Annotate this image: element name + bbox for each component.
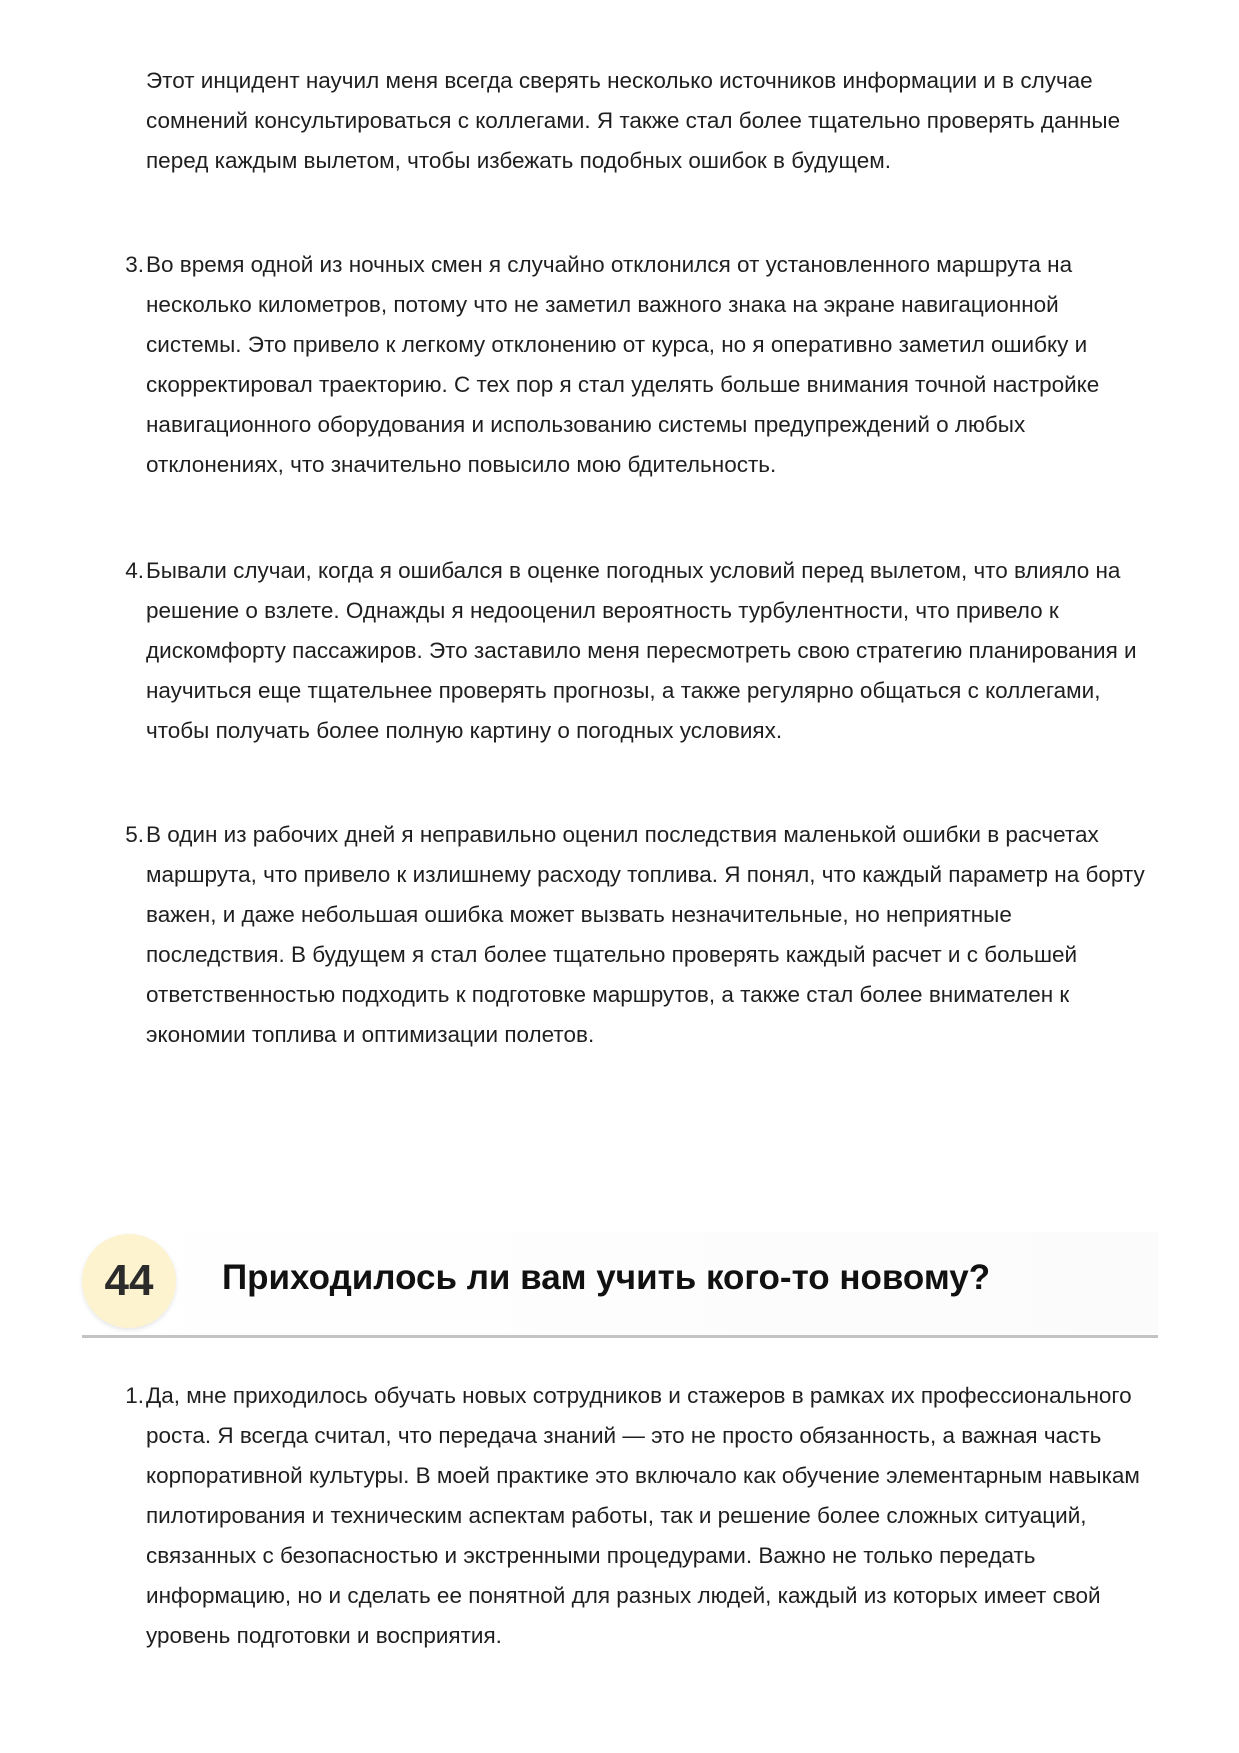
list-item xyxy=(125,245,1156,485)
list-item-text: Да, мне приходилось обучать новых сотрудников и стажеров в рамках их профессионального роста. Я всегда считал, что передача знаний — это не просто обязанность, а важная часть корпоративной культуры. В моей практике это включало как обучение элементарным навыкам пилотирования и техническим аспектам работы, так и решение более сложных ситуаций, связанных с безопасностью и экстренными процедурами. Важно не только передать информацию, но и сделать ее понятной для разных людей, каждый из которых имеет свой уровень подготовки и восприятия. xyxy=(146,1383,1140,1648)
list-item xyxy=(125,1376,1156,1656)
list-item xyxy=(125,551,1156,751)
list-item-text: Во время одной из ночных смен я случайно отклонился от установленного маршрута на несколько километров, потому что не заметил важного знака на экране навигационной системы. Это привело к легкому отклонению от курса, но я оперативно заметил ошибку и скорректировал траекторию. С тех пор я стал уделять больше внимания точной настройке навигационного оборудования и использованию системы предупреждений о любых отклонениях, что значительно повысило мою бдительность. xyxy=(146,252,1100,477)
list-item xyxy=(125,815,1156,1055)
list-item-number: 1. xyxy=(125,1383,144,1408)
intro-paragraph: Этот инцидент научил меня всегда сверять несколько источников информации и в случае сомнений консультироваться с коллегами. Я также стал более тщательно проверять данные перед каждым вылетом, чтобы избежать подобных ошибок в будущем. xyxy=(146,68,1121,173)
list-item-number: 5. xyxy=(125,822,144,847)
list-item-text: В один из рабочих дней я неправильно оценил последствия маленькой ошибки в расчетах маршрута, что привело к излишнему расходу топлива. Я понял, что каждый параметр на борту важен, и даже небольшая ошибка может вызвать незначительные, но неприятные последствия. В будущем я стал более тщательно проверять каждый расчет и с большей ответственностью подходить к подготовке маршрутов, а также стал более внимателен к экономии топлива и оптимизации полетов. xyxy=(146,822,1145,1047)
list-item-number: 3. xyxy=(125,252,144,277)
section-number-badge: 44 xyxy=(82,1234,176,1328)
section-title: Приходилось ли вам учить кого-то новому? xyxy=(222,1258,991,1297)
list-item-number: 4. xyxy=(125,558,144,583)
list-item-text: Бывали случаи, когда я ошибался в оценке погодных условий перед вылетом, что влияло на решение о взлете. Однажды я недооценил вероятность турбулентности, что привело к дискомфорту пассажиров. Это заставило меня пересмотреть свою стратегию планирования и научиться еще тщательнее проверять прогнозы, а также регулярно общаться с коллегами, чтобы получать более полную картину о погодных условиях. xyxy=(146,558,1137,743)
section-header xyxy=(82,1232,1158,1338)
section-divider xyxy=(82,1335,1158,1338)
